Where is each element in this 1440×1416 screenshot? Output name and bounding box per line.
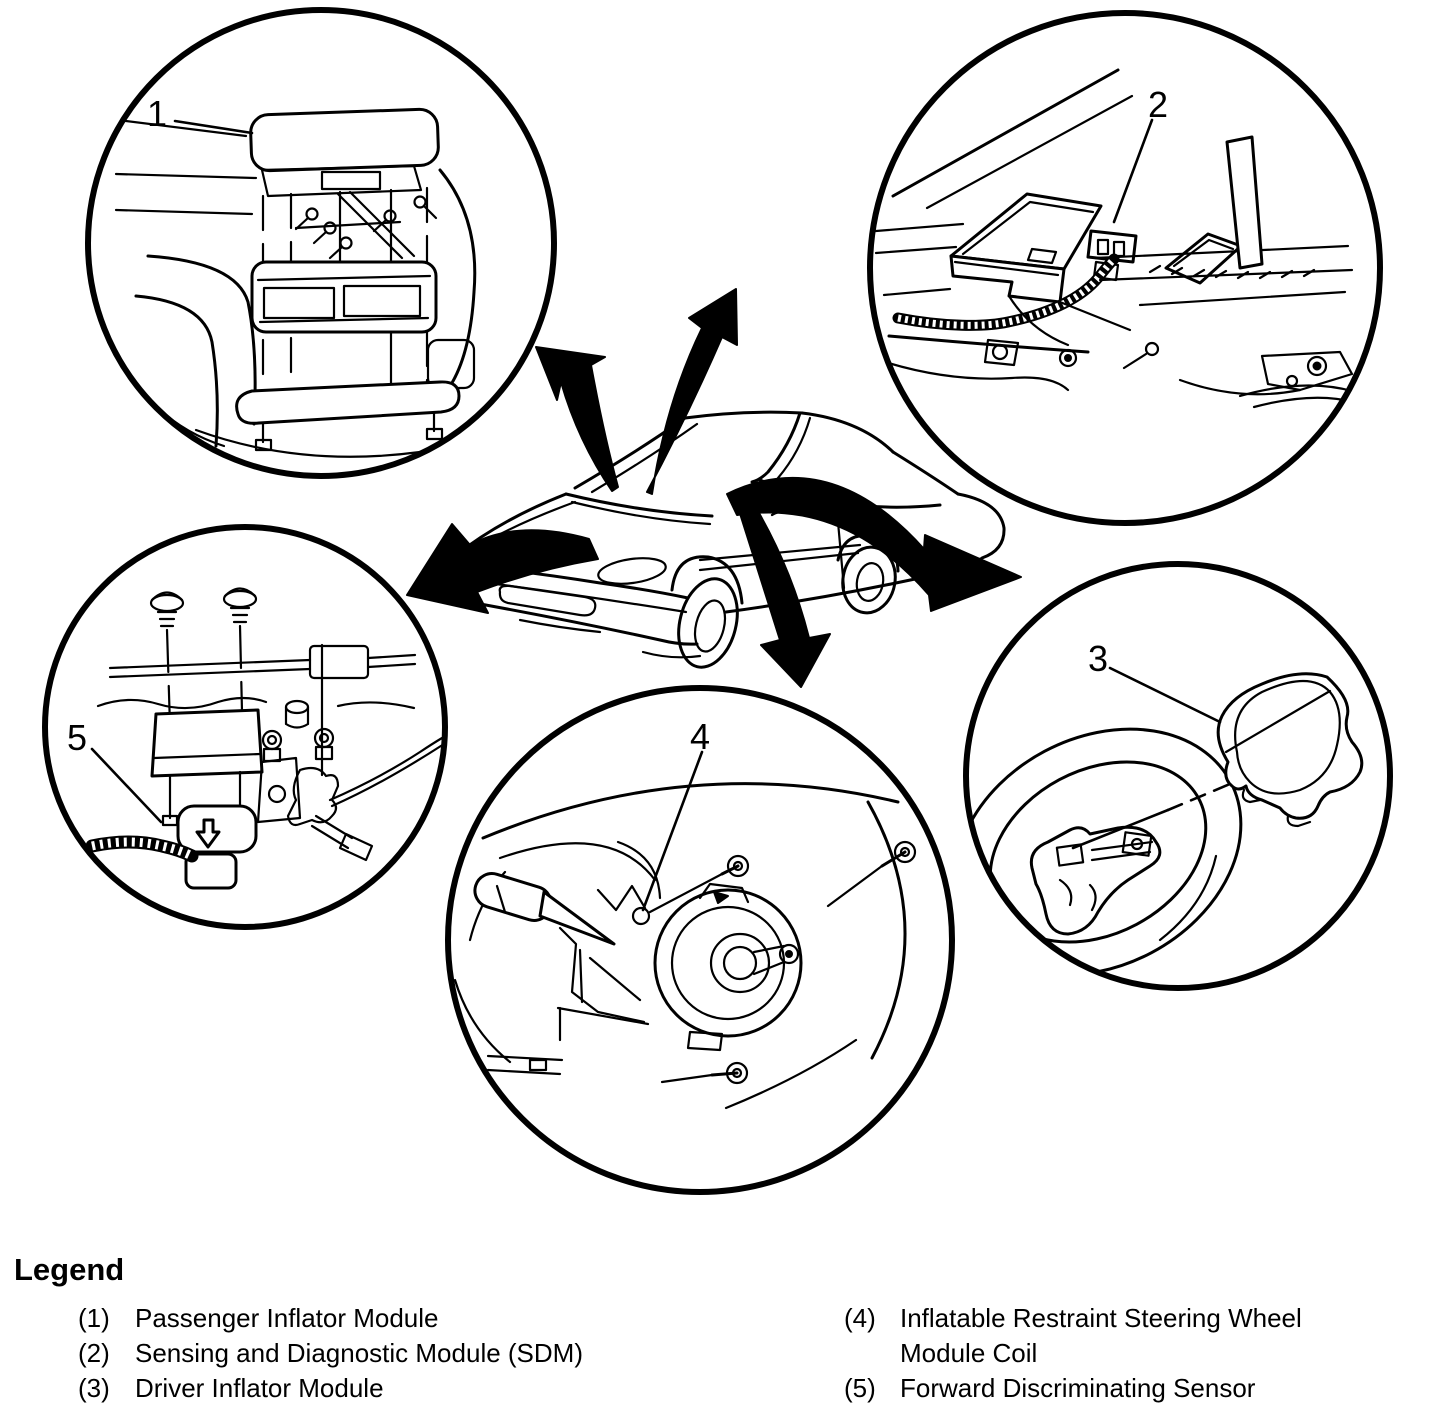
legend-item-5 xyxy=(844,1371,1370,1406)
legend-item-label: Sensing and Diagnostic Module (SDM) xyxy=(135,1338,583,1368)
legend-item-3 xyxy=(78,1371,583,1406)
arrow-to-sdm-icon xyxy=(647,289,737,494)
legend-item-label: Forward Discriminating Sensor xyxy=(900,1373,1256,1403)
callout-number-3: 3 xyxy=(1087,638,1109,679)
legend-item-label: Passenger Inflator Module xyxy=(135,1303,439,1333)
legend-item-number: (4) xyxy=(844,1303,876,1333)
callout-view-driver-inflator xyxy=(912,564,1390,1023)
arrow-to-coil-icon xyxy=(737,501,830,687)
legend-item-number: (2) xyxy=(78,1338,110,1368)
legend-item-number: (3) xyxy=(78,1373,110,1403)
legend-item-1 xyxy=(78,1301,583,1336)
callout-view-forward-sensor xyxy=(45,527,445,927)
sensor-bracket xyxy=(178,806,256,852)
callout-circle-2 xyxy=(870,13,1380,523)
callout-view-passenger-inflator xyxy=(88,10,554,476)
callout-number-5: 5 xyxy=(66,717,88,758)
legend-item-4 xyxy=(844,1301,1370,1371)
callout-view-sdm xyxy=(870,13,1380,523)
callout-number-4: 4 xyxy=(689,716,711,757)
callout-number-2: 2 xyxy=(1147,84,1169,125)
callout-view-coil xyxy=(448,688,952,1192)
legend-heading: Legend xyxy=(14,1252,125,1287)
callout-number-1: 1 xyxy=(146,93,168,134)
legend-column-right xyxy=(844,1301,1370,1406)
legend-item-number: (5) xyxy=(844,1373,876,1403)
legend-item-label: Driver Inflator Module xyxy=(135,1373,384,1403)
legend-column-left xyxy=(78,1301,583,1406)
legend-item-label: Inflatable Restraint Steering Wheel Module Coil xyxy=(900,1303,1302,1368)
arrow-to-passenger-inflator-icon xyxy=(536,347,618,491)
legend-item-number: (1) xyxy=(78,1303,110,1333)
legend-item-2 xyxy=(78,1336,583,1371)
